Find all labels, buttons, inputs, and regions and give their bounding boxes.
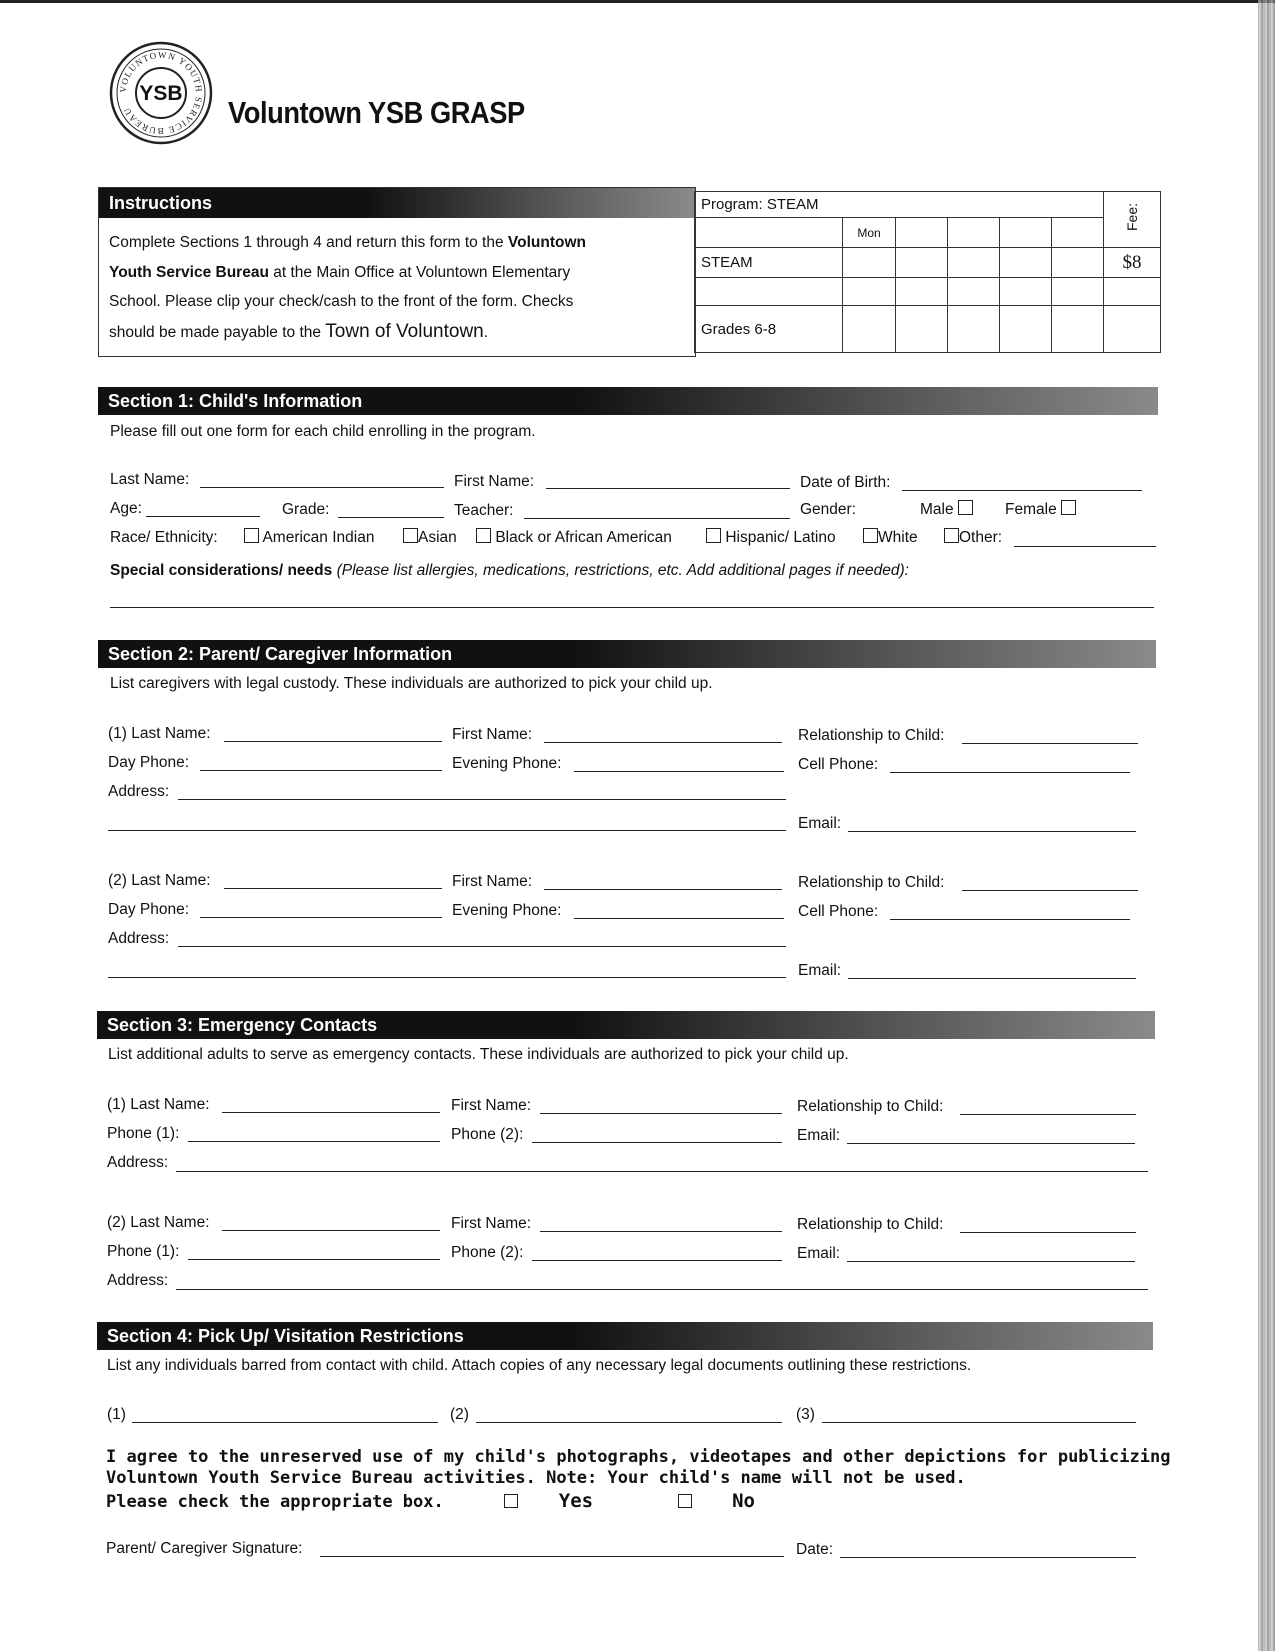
- ec2-relationship-field[interactable]: [960, 1232, 1136, 1233]
- race-option-label: Black or African American: [495, 529, 672, 546]
- cg1-address-field[interactable]: [178, 799, 786, 800]
- consent-line3: Please check the appropriate box.: [106, 1492, 444, 1512]
- child-dob-label: Date of Birth:: [800, 474, 891, 491]
- fee-header: Fee:: [1124, 203, 1140, 232]
- instr-line1b: Voluntown: [507, 234, 586, 251]
- cg2-email-field[interactable]: [848, 978, 1136, 979]
- race-option-label: Hispanic/ Latino: [725, 529, 836, 546]
- child-gender-label: Gender:: [800, 501, 857, 518]
- signature-date-label: Date:: [796, 1541, 834, 1558]
- cg1-first-name-label: First Name:: [452, 726, 533, 743]
- instructions-heading: Instructions: [99, 188, 695, 218]
- cg1-evening-phone-field[interactable]: [574, 771, 784, 772]
- cg1-email-label: Email:: [798, 815, 842, 832]
- ec2-phone1-field[interactable]: [188, 1259, 440, 1260]
- section3-note: List additional adults to serve as emergency contacts. These individuals are authorized to pick your child up.: [108, 1046, 849, 1063]
- program-fee: $8: [1104, 248, 1161, 278]
- consent-no-label: No: [732, 1490, 755, 1512]
- cg2-email-label: Email:: [798, 962, 842, 979]
- ec1-phone1-field[interactable]: [188, 1141, 440, 1142]
- race-option-hispanic[interactable]: [706, 528, 836, 547]
- race-option-american-indian[interactable]: [244, 528, 374, 547]
- race-label: Race/ Ethnicity:: [110, 529, 218, 546]
- special-needs-hint: (Please list allergies, medications, restrictions, etc. Add additional pages if needed):: [336, 562, 909, 579]
- day-label-cell: [695, 218, 843, 248]
- fee-header-cell: [1104, 192, 1161, 248]
- cg1-relationship-field[interactable]: [962, 743, 1138, 744]
- day-check-cell[interactable]: [1052, 248, 1104, 278]
- program-title: Program: STEAM: [695, 192, 1104, 218]
- gender-female-label: Female: [1005, 501, 1057, 518]
- child-age-field[interactable]: [146, 516, 260, 517]
- ec1-phone2-label: Phone (2):: [451, 1126, 524, 1143]
- restriction-2-label: (2): [450, 1406, 469, 1423]
- day-cell: [896, 218, 948, 248]
- section2-heading: Section 2: Parent/ Caregiver Information: [98, 640, 1156, 668]
- cg1-last-name-field[interactable]: [224, 741, 442, 742]
- logo-ring-text: VOLUNTOWN YOUTH SERVICE BUREAU: [117, 49, 205, 137]
- cg1-cell-phone-label: Cell Phone:: [798, 756, 879, 773]
- ec2-first-name-label: First Name:: [451, 1215, 532, 1232]
- ec1-first-name-label: First Name:: [451, 1097, 532, 1114]
- child-last-name-label: Last Name:: [110, 471, 190, 488]
- male-checkbox[interactable]: [958, 500, 973, 515]
- consent-line1: I agree to the unreserved use of my child's photographs, videotapes and other depictions for publicizing: [106, 1447, 1171, 1467]
- restriction-3-field[interactable]: [822, 1422, 1136, 1423]
- checkbox[interactable]: [244, 528, 259, 543]
- ec2-phone2-label: Phone (2):: [451, 1244, 524, 1261]
- day-check-cell[interactable]: [896, 306, 948, 353]
- logo-letters: YSB: [139, 82, 183, 105]
- cg2-day-phone-field[interactable]: [200, 917, 442, 918]
- day-check-cell[interactable]: [843, 248, 896, 278]
- child-age-label: Age:: [110, 500, 142, 517]
- ec1-phone1-label: Phone (1):: [107, 1125, 180, 1142]
- race-option-black[interactable]: [476, 528, 672, 547]
- ec1-address-label: Address:: [107, 1154, 169, 1171]
- day-check-cell[interactable]: [843, 306, 896, 353]
- consent-no-checkbox[interactable]: [678, 1494, 692, 1508]
- cg2-address-field[interactable]: [178, 946, 786, 947]
- checkbox[interactable]: [403, 528, 418, 543]
- day-check-cell[interactable]: [1052, 306, 1104, 353]
- special-needs-title: Special considerations/ needs: [110, 562, 337, 579]
- program-grades: Grades 6-8: [695, 306, 843, 353]
- photo-consent: [106, 1447, 1170, 1513]
- special-needs-field[interactable]: [110, 607, 1154, 608]
- cg1-email-field[interactable]: [848, 831, 1136, 832]
- section4-heading: Section 4: Pick Up/ Visitation Restrictions: [97, 1322, 1153, 1350]
- child-teacher-label: Teacher:: [454, 502, 514, 519]
- ec2-email-label: Email:: [797, 1245, 841, 1262]
- day-mon: Mon: [843, 218, 896, 248]
- instructions-text: [99, 218, 695, 347]
- ec1-last-name-field[interactable]: [222, 1112, 440, 1113]
- ec2-last-name-field[interactable]: [222, 1230, 440, 1231]
- cg2-first-name-label: First Name:: [452, 873, 533, 890]
- child-first-name-field[interactable]: [546, 488, 790, 489]
- checkbox[interactable]: [706, 528, 721, 543]
- ec2-first-name-field[interactable]: [540, 1231, 782, 1232]
- ec2-address-label: Address:: [107, 1272, 169, 1289]
- cg2-address-label: Address:: [108, 930, 170, 947]
- signature-date-field[interactable]: [840, 1557, 1136, 1558]
- instr-line2b: at the Main Office at Voluntown Elementary: [268, 263, 571, 281]
- cg1-address-label: Address:: [108, 783, 170, 800]
- restriction-1-field[interactable]: [132, 1422, 438, 1423]
- ec1-relationship-field[interactable]: [960, 1114, 1136, 1115]
- checkbox[interactable]: [944, 528, 959, 543]
- ec1-phone2-field[interactable]: [532, 1142, 782, 1143]
- instr-line3: School. Please clip your check/cash to the front of the form. Checks: [109, 293, 574, 310]
- consent-yes-label: Yes: [558, 1490, 594, 1512]
- cg2-address-field-2[interactable]: [108, 977, 786, 978]
- cg2-day-phone-label: Day Phone:: [108, 901, 189, 918]
- ec2-email-field[interactable]: [847, 1261, 1135, 1262]
- instructions-box: [98, 187, 696, 357]
- race-option-label: Other:: [959, 529, 1003, 546]
- restriction-1-label: (1): [107, 1406, 126, 1423]
- day-cell: [1052, 218, 1104, 248]
- checkbox[interactable]: [863, 528, 878, 543]
- instr-line4c: .: [483, 323, 489, 341]
- child-grade-label: Grade:: [282, 501, 330, 518]
- race-option-label: Asian: [418, 529, 457, 546]
- cg2-last-name-field[interactable]: [224, 888, 442, 889]
- restriction-2-field[interactable]: [476, 1422, 782, 1423]
- day-check-cell[interactable]: [896, 248, 948, 278]
- ec2-last-name-label: (2) Last Name:: [107, 1214, 210, 1231]
- signature-field[interactable]: [320, 1556, 784, 1557]
- cg2-evening-phone-label: Evening Phone:: [452, 902, 562, 919]
- ysb-seal-logo: [108, 40, 214, 146]
- section1-heading: Section 1: Child's Information: [98, 387, 1158, 415]
- cg1-last-name-label: (1) Last Name:: [108, 725, 211, 742]
- race-option-asian[interactable]: [403, 528, 457, 547]
- ec1-address-field[interactable]: [176, 1171, 1148, 1172]
- cg2-relationship-label: Relationship to Child:: [798, 874, 945, 891]
- program-table: [694, 191, 1161, 353]
- cg1-address-field-2[interactable]: [108, 830, 786, 831]
- race-other-field[interactable]: [1014, 546, 1156, 547]
- cg1-cell-phone-field[interactable]: [890, 772, 1130, 773]
- female-checkbox[interactable]: [1061, 500, 1076, 515]
- race-option-other[interactable]: [944, 528, 1002, 547]
- section2-note: List caregivers with legal custody. These individuals are authorized to pick your child up.: [110, 675, 713, 692]
- child-grade-field[interactable]: [338, 517, 444, 518]
- fee-cell: [1104, 306, 1161, 353]
- race-option-label: American Indian: [262, 529, 375, 546]
- day-check-cell[interactable]: [948, 248, 1000, 278]
- instr-line1a: Complete Sections 1 through 4 and return this form to the: [109, 234, 508, 251]
- ec2-address-field[interactable]: [176, 1289, 1148, 1290]
- cg2-cell-phone-label: Cell Phone:: [798, 903, 879, 920]
- gender-female-option[interactable]: [1005, 500, 1076, 519]
- ec1-relationship-label: Relationship to Child:: [797, 1098, 944, 1115]
- ec2-phone1-label: Phone (1):: [107, 1243, 180, 1260]
- section4-note: List any individuals barred from contact with child. Attach copies of any necessary legal documents outlining these restrictions.: [107, 1357, 972, 1374]
- special-needs-label: [110, 562, 909, 580]
- cg2-cell-phone-field[interactable]: [890, 919, 1130, 920]
- scan-edge: [1258, 0, 1275, 1651]
- checkbox[interactable]: [476, 528, 491, 543]
- consent-yes-checkbox[interactable]: [504, 1494, 518, 1508]
- cg2-first-name-field[interactable]: [544, 889, 782, 890]
- ec2-phone2-field[interactable]: [532, 1260, 782, 1261]
- program-row-name: STEAM: [695, 248, 843, 278]
- cg2-relationship-field[interactable]: [962, 890, 1138, 891]
- race-option-white[interactable]: [863, 528, 918, 547]
- cg1-first-name-field[interactable]: [544, 742, 782, 743]
- document-title: Voluntown YSB GRASP: [228, 95, 525, 130]
- gender-male-option[interactable]: [920, 500, 973, 519]
- signature-label: Parent/ Caregiver Signature:: [106, 1540, 303, 1557]
- day-cell: [948, 218, 1000, 248]
- cg1-relationship-label: Relationship to Child:: [798, 727, 945, 744]
- instr-line4a: should be made payable to the: [109, 323, 326, 341]
- restriction-3-label: (3): [796, 1406, 815, 1423]
- child-dob-field[interactable]: [902, 490, 1142, 491]
- ec2-relationship-label: Relationship to Child:: [797, 1216, 944, 1233]
- cg1-evening-phone-label: Evening Phone:: [452, 755, 562, 772]
- ec1-email-label: Email:: [797, 1127, 841, 1144]
- day-check-cell[interactable]: [1000, 306, 1052, 353]
- cg2-last-name-label: (2) Last Name:: [108, 872, 211, 889]
- ec1-email-field[interactable]: [847, 1143, 1135, 1144]
- gender-male-label: Male: [920, 501, 954, 518]
- child-teacher-field[interactable]: [524, 518, 790, 519]
- page-top-border: [0, 0, 1275, 3]
- cg1-day-phone-field[interactable]: [200, 770, 442, 771]
- race-option-label: White: [878, 529, 918, 546]
- ec1-first-name-field[interactable]: [540, 1113, 782, 1114]
- child-first-name-label: First Name:: [454, 473, 535, 490]
- child-last-name-field[interactable]: [200, 487, 444, 488]
- cg1-day-phone-label: Day Phone:: [108, 754, 189, 771]
- instr-line4b: Town of Voluntown: [325, 320, 484, 342]
- day-cell: [1000, 218, 1052, 248]
- instr-line2a: Youth Service Bureau: [109, 263, 269, 281]
- cg2-evening-phone-field[interactable]: [574, 918, 784, 919]
- day-check-cell[interactable]: [1000, 248, 1052, 278]
- section3-heading: Section 3: Emergency Contacts: [97, 1011, 1155, 1039]
- section1-note: Please fill out one form for each child enrolling in the program.: [110, 423, 536, 440]
- day-check-cell[interactable]: [948, 306, 1000, 353]
- ec1-last-name-label: (1) Last Name:: [107, 1096, 210, 1113]
- consent-line2: Voluntown Youth Service Bureau activities. Note: Your child's name will not be used.: [106, 1468, 966, 1488]
